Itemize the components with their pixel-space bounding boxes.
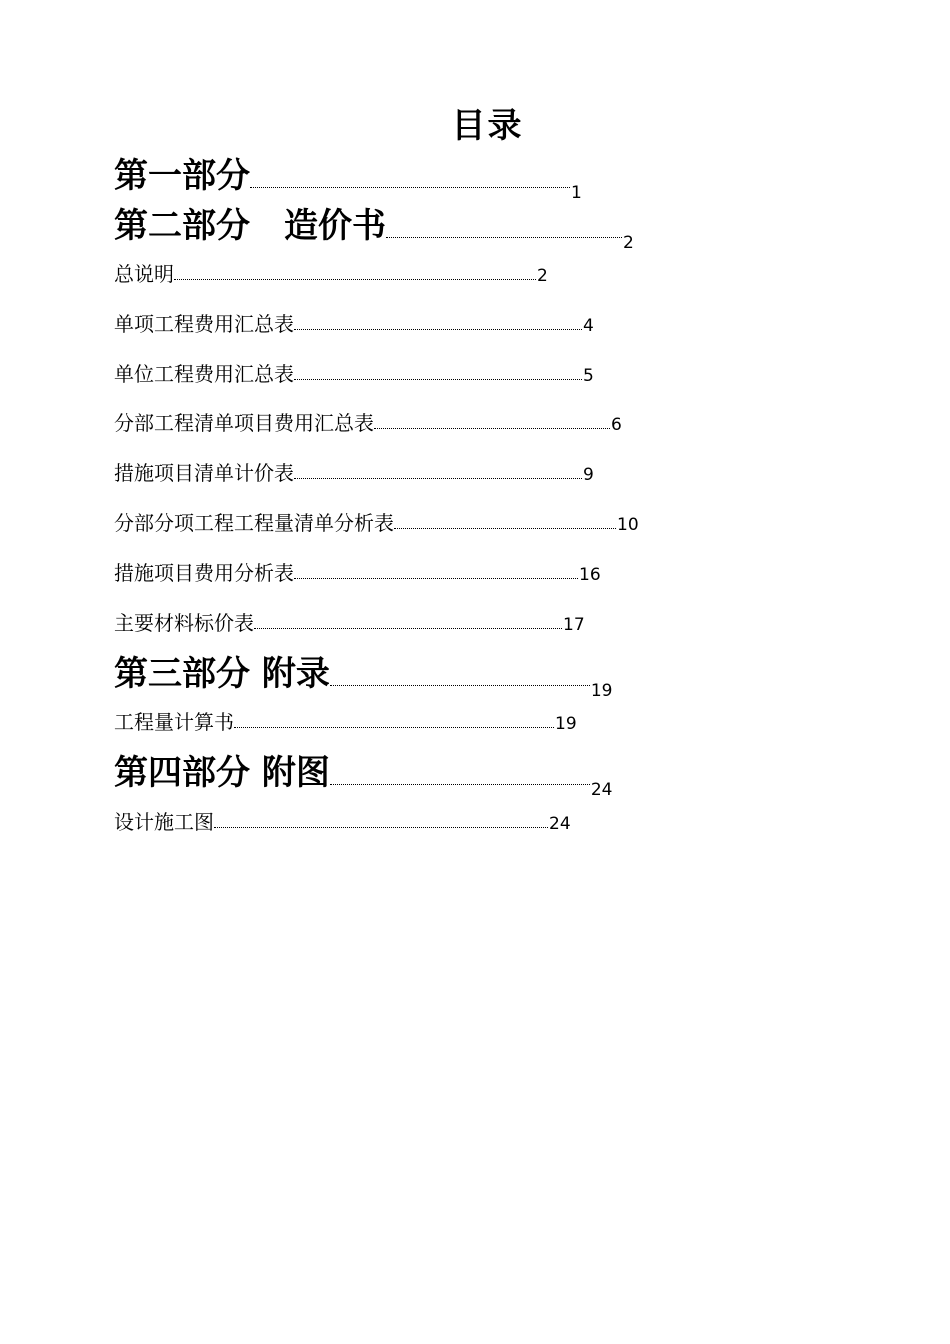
toc-entry-quantity-analysis[interactable] [114,510,639,536]
toc-entry-page: 9 [583,465,594,485]
toc-entry-label: 措施项目费用分析表 [114,561,294,585]
toc-entry-general-notes[interactable] [114,261,548,287]
toc-entry-page: 19 [590,681,613,701]
toc-entry-label: 措施项目清单计价表 [114,461,294,485]
toc-entry-page: 5 [583,366,594,386]
toc-entry-page: 6 [611,415,622,435]
dot-leader [174,278,536,280]
dot-leader [234,726,554,728]
dot-leader [394,527,616,529]
toc-entry-unit-cost-summary[interactable] [114,361,594,387]
toc-entry-item-cost-summary[interactable] [114,311,594,337]
toc-entry-page: 2 [537,266,548,286]
toc-entry-page: 24 [590,780,613,800]
toc-entry-label: 第四部分 附图 [114,753,330,793]
dot-leader [254,627,562,629]
toc-entry-label: 工程量计算书 [114,710,234,734]
toc-entry-design-drawings[interactable] [114,809,571,835]
toc-entry-part-1[interactable] [114,156,582,203]
dot-leader [374,427,610,429]
dot-leader [386,236,622,238]
toc-entry-label: 主要材料标价表 [114,611,254,635]
toc-entry-label: 分部分项工程工程量清单分析表 [114,511,394,535]
toc-entry-part-3[interactable] [114,654,613,701]
toc-entry-material-prices[interactable] [114,610,585,636]
toc-entry-label: 分部工程清单项目费用汇总表 [114,411,374,435]
toc-entry-part-4[interactable] [114,753,613,800]
dot-leader [330,684,590,686]
dot-leader [294,378,582,380]
toc-entry-label: 第二部分 造价书 [114,206,386,246]
toc-entry-measures-cost-analysis[interactable] [114,560,601,586]
toc-entry-label: 第三部分 附录 [114,654,330,694]
toc-entry-page: 24 [549,814,571,834]
toc-entry-measures-pricing[interactable] [114,460,594,486]
toc-entry-page: 16 [579,565,601,585]
toc-entry-label: 总说明 [114,262,174,286]
dot-leader [330,783,590,785]
toc-entry-quantity-calculation[interactable] [114,709,577,735]
dot-leader [294,328,582,330]
toc-entry-label: 单位工程费用汇总表 [114,362,294,386]
toc-entry-division-cost-summary[interactable] [114,410,622,436]
toc-entry-page: 17 [563,615,585,635]
toc-entry-page: 1 [571,183,582,203]
toc-entry-label: 设计施工图 [114,810,214,834]
toc-entry-page: 4 [583,316,594,336]
dot-leader [294,577,578,579]
toc-entry-label: 单项工程费用汇总表 [114,312,294,336]
toc-entry-part-2[interactable] [114,206,634,253]
toc-entry-label: 第一部分 [114,156,250,196]
toc-title: 目录 [451,106,524,146]
dot-leader [294,477,582,479]
dot-leader [250,186,570,188]
toc-entry-page: 2 [623,233,634,253]
dot-leader [214,826,548,828]
toc-entry-page: 10 [617,515,639,535]
toc-entry-page: 19 [555,714,577,734]
